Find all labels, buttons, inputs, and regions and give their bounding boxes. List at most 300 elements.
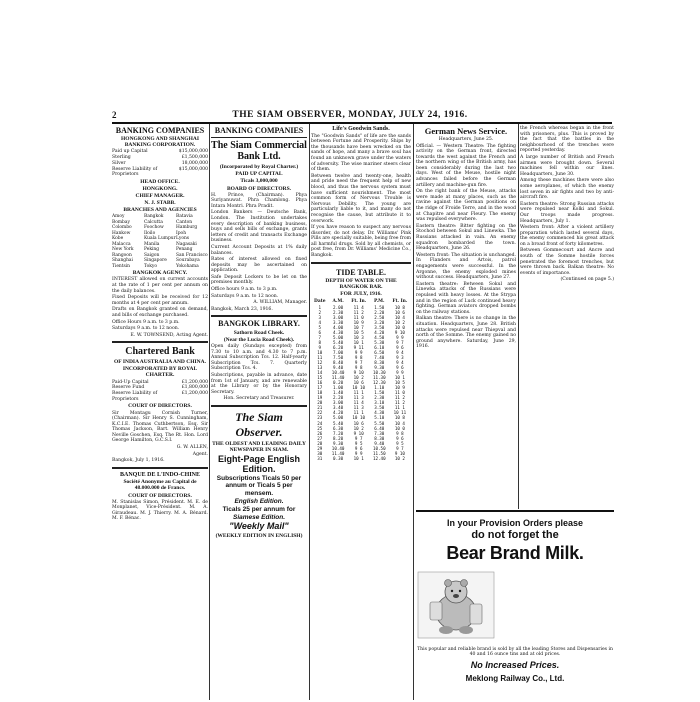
capital-row xyxy=(112,391,208,402)
branches-label: BRANCHES AND AGENCIES xyxy=(123,207,197,214)
tide-table xyxy=(311,298,411,461)
tide-cell: 18 xyxy=(317,390,323,396)
tide-cell: 9 10 xyxy=(353,430,364,436)
news-paragraph: Eastern theatre: Between Sokul and Linewka attacks of the Russians were repulsed with heavy losses. At the Strypa and in the region of Luck continued heavy fighting. German aviators dropped bombs on the railway stations. xyxy=(416,281,516,315)
tide-cell: 10 1 xyxy=(394,375,405,381)
office-hours: Office Hours 9 a.m. to 3 p.m. xyxy=(112,319,180,325)
tide-cell: 10 5 xyxy=(394,380,405,386)
tide-cell: 10 11 xyxy=(393,410,407,416)
tide-cell: 10 6 xyxy=(394,309,405,315)
tide-cell: 26 xyxy=(317,430,323,436)
row-label: Silver xyxy=(112,160,126,166)
tide-cell: 10 xyxy=(317,350,323,356)
german-news-heading: German News Service. xyxy=(424,126,508,136)
chartered-bank-heading: Chartered Bank xyxy=(125,346,195,358)
continued-note: (Continued on page 5.) xyxy=(560,277,614,283)
tide-cell: 11 0 xyxy=(353,314,364,320)
tide-cell: 8.30 xyxy=(374,360,385,366)
tide-cell: 10 2 xyxy=(394,455,405,461)
tide-cell: 6.10 xyxy=(374,345,385,351)
column-articles xyxy=(311,125,411,700)
fixed-deposit-text: Fixed Deposits will be received for 12 months at 4 per cent per annum. xyxy=(112,295,208,306)
indochine-court-label: COURT OF DIRECTORS. xyxy=(128,492,192,499)
tide-cell: 10 0 xyxy=(394,425,405,431)
tide-cell: 5.40 xyxy=(333,420,344,426)
divider xyxy=(311,262,411,264)
board-label: BOARD OF DIRECTORS. xyxy=(226,185,292,192)
tide-cell: 9 xyxy=(318,345,322,351)
tide-cell: 10.30 xyxy=(372,370,386,376)
ad-no-increased-prices: No Increased Prices. xyxy=(470,660,560,670)
branch-item: Malacca xyxy=(112,241,131,247)
safe-deposit-text: Safe Deposit Lockers to be let on the premises monthly. xyxy=(211,274,307,286)
tide-cell: 3.00 xyxy=(333,314,344,320)
branches-list xyxy=(112,214,208,269)
tide-cell: 10 4 xyxy=(394,420,405,426)
library-signature: Hon. Secretary and Treasurer. xyxy=(223,396,295,402)
ticals-25-text: Ticals 25 per annum for xyxy=(222,505,296,513)
chartered-capital-table xyxy=(112,380,208,403)
column-rule xyxy=(413,124,414,700)
tide-cell: 11 3 xyxy=(353,395,364,401)
branch-item: Kobe xyxy=(112,236,124,242)
row-value: £1,200,000 xyxy=(181,379,208,385)
tide-cell: 9 9 xyxy=(396,370,404,376)
manager-signature: A. WILLIAM, Manager. xyxy=(253,300,307,306)
tide-cell: 10 9 xyxy=(353,319,364,325)
tide-cell: 11 xyxy=(317,355,323,361)
tide-cell: 10 6 xyxy=(353,420,364,426)
tide-cell: 8.30 xyxy=(374,435,385,441)
tide-cell: 9 6 xyxy=(354,445,363,451)
column-banking-2 xyxy=(211,125,307,700)
column-german-news xyxy=(416,125,516,505)
agent-title: Agent. xyxy=(192,451,208,457)
tide-cell: 8.20 xyxy=(333,435,344,441)
tide-cell: 5.00 xyxy=(333,415,344,421)
weekly-mail-label: "Weekly Mail" xyxy=(229,521,289,532)
tide-cell: 11.50 xyxy=(372,450,386,456)
tide-cell: 10 8 xyxy=(394,415,405,421)
tide-cell: 10 6 xyxy=(353,380,364,386)
divider xyxy=(112,467,208,469)
bear-brand-advertisement xyxy=(416,510,614,702)
column-news-continued xyxy=(520,125,614,505)
court-of-directors-label: COURT OF DIRECTORS. xyxy=(128,403,192,410)
tide-table-sub: DEPTH OF WATER ON THE BANGKOK BAR. xyxy=(325,277,397,290)
branch-item: Amoy xyxy=(112,214,125,220)
eight-page-edition: Eight-Page English Edition. xyxy=(217,453,300,475)
head-office-city: HONGKONG. xyxy=(142,186,178,193)
row-label: Reserve Liability of Proprietors xyxy=(112,166,158,178)
tide-cell: 1.00 xyxy=(333,385,344,391)
branch-item: Tientsin xyxy=(112,263,131,269)
tide-cell: 9 9 xyxy=(354,350,363,356)
chief-manager-name: N. J. STABB. xyxy=(144,200,176,207)
tide-cell: 10.50 xyxy=(372,445,386,451)
tide-cell: 1.50 xyxy=(374,390,385,396)
row-value: 18,000,000 xyxy=(181,160,208,166)
tide-cell: 11.30 xyxy=(372,375,386,381)
tide-cell: 5.00 xyxy=(333,334,344,340)
tide-cell: 12 xyxy=(317,360,323,366)
tide-cell: 9 8 xyxy=(354,365,363,371)
tide-table-title: TIDE TABLE. xyxy=(336,267,386,277)
branch-item: Saigon xyxy=(144,252,160,258)
row-value: £1,800,000 xyxy=(181,385,208,391)
tide-cell: 11 3 xyxy=(353,405,364,411)
tide-cell: 9 5 xyxy=(396,440,404,446)
tide-row xyxy=(311,456,411,461)
tide-cell: 9 7 xyxy=(396,340,404,346)
branch-item: Singapore xyxy=(144,258,167,264)
tide-cell: 11 2 xyxy=(394,400,405,406)
branch-item: Lyons xyxy=(176,236,190,242)
tide-cell: 9 7 xyxy=(354,435,363,441)
capital-row xyxy=(112,167,208,178)
tide-cell: 4.30 xyxy=(374,410,385,416)
news-paragraph: Eastern theatre: Strong Russian attacks were repulsed near Kolki and Sokul. Our troops made progress. Headquarters, July 1. xyxy=(520,201,614,224)
tide-cell: 3 xyxy=(318,314,322,320)
tide-cell: 5.40 xyxy=(333,340,344,346)
tide-cell: 4.20 xyxy=(374,329,385,335)
tide-cell: 30 xyxy=(317,450,323,456)
news-paragraph: On the right bank of the Meuse, attacks were made at many places, such as the ravine against the German positions on the ridge of Froide Terre, and in the wood at Chapitre and near Fleury. The enemy was repulsed everywhere. xyxy=(416,189,516,223)
divider xyxy=(211,405,307,407)
tide-cell: 14 xyxy=(317,370,323,376)
capital-label: PAID UP CAPITAL xyxy=(235,171,283,178)
tide-cell: 2.00 xyxy=(333,304,344,310)
branch-item: Canton xyxy=(176,219,193,225)
tide-cell: 9 11 xyxy=(353,345,364,351)
tide-cell: 2 xyxy=(318,309,322,315)
tide-cell: 4.00 xyxy=(333,324,344,330)
tide-cell: 11 1 xyxy=(353,410,364,416)
tide-cell: 10 10 xyxy=(352,415,365,421)
tide-cell: 27 xyxy=(317,435,323,441)
tide-cell: 1 xyxy=(318,304,322,310)
tide-column-header: Date xyxy=(314,298,326,304)
office-hours: Office hours 9 a.m. to 3 p.m. xyxy=(211,287,278,293)
tide-cell: 5.30 xyxy=(374,340,385,346)
chartered-bank-sub: OF INDIA AUSTRALIA AND CHINA. xyxy=(114,359,206,366)
tide-cell: 2.20 xyxy=(374,309,385,315)
branch-item: Ipoh xyxy=(176,230,187,236)
library-heading: BANGKOK LIBRARY. xyxy=(218,319,300,329)
tide-cell: 22 xyxy=(317,410,323,416)
article-paragraph: Between twelve and twenty-one, health and pride need the frequent help of new blood, and thus the nervous system must have sufficient nourishment. The most common form of Nervous Trouble is Nervous Debility. The young are particularly liable to it, and many do not recognise the cause, but attribute it to overwork. xyxy=(311,173,411,224)
siamese-edition-label: Siamese Edition. xyxy=(232,513,286,521)
tide-column-header: P.M. xyxy=(374,298,385,304)
branch-item: Foochow xyxy=(144,225,164,231)
chief-manager-label: CHIEF MANAGER. xyxy=(135,193,185,200)
tide-cell: 11.40 xyxy=(331,375,345,381)
tide-cell: 7 xyxy=(318,334,322,340)
article-paragraph: The "Goodwin Sands" of life are the sands between Fortune and Prosperity. Ships by the thousands have been wrecked on the sands of hope, and many a brave soul has found an unknown grave under the waters of adversity. The wise mariner steers clear of them. xyxy=(311,133,411,173)
news-paragraph: Eastern theatre: Bitter fighting on the Stochod between Sokul and Linewka. The Russians attacked in vain. An enemy squadron bombarded the town. Headquarters, June 26. xyxy=(416,223,516,252)
tide-cell: 11.40 xyxy=(331,450,345,456)
branch-item: Kuala Lumpur xyxy=(144,236,176,242)
column-rule xyxy=(309,124,310,700)
masthead-rule xyxy=(112,122,612,124)
ad-line-1: In your Provision Orders please xyxy=(446,518,584,528)
indochine-heading: BANQUE DE L'INDO-CHINE xyxy=(119,471,200,478)
branch-item: San Francisco xyxy=(176,252,208,258)
incorporated-text: (Incorporated by Royal Charter.) xyxy=(219,164,299,171)
tide-cell: 10 10 xyxy=(352,385,365,391)
branch-item: Penang xyxy=(176,247,193,253)
row-value: $15,000,000 xyxy=(178,166,208,172)
branch-item: Calcutta xyxy=(144,219,163,225)
branch-item: Hamburg xyxy=(176,225,198,231)
indochine-sub: Société Anonyme au Capital de 48.000.000 de Francs. xyxy=(123,479,197,492)
tide-cell: 9 3 xyxy=(396,355,404,361)
tide-cell: 3.10 xyxy=(374,400,385,406)
tide-cell: 23 xyxy=(317,415,323,421)
branch-item: Manila xyxy=(144,241,160,247)
branch-item: Tokyo xyxy=(144,263,158,269)
tide-cell: 4 xyxy=(318,319,322,325)
masthead-title: THE SIAM OBSERVER, MONDAY, JULY 24, 1916. xyxy=(232,110,468,120)
agent-date: Bangkok, July 1, 1916. xyxy=(112,458,165,464)
tide-cell: 1.50 xyxy=(374,304,385,310)
tide-cell: 9.40 xyxy=(333,365,344,371)
drafts-text: Drafts on Bangkok granted on demand, and bills of exchange purchased. xyxy=(112,307,208,318)
row-label: Reserve Fund xyxy=(112,385,145,391)
bank-name: HONGKONG AND SHANGHAI BANKING CORPORATION. xyxy=(121,136,199,149)
english-edition-label: English Edition. xyxy=(234,498,284,506)
tide-table-month: FOR JULY, 1916. xyxy=(340,290,382,297)
signature: E. W. TOWNSEND, Acting Agent. xyxy=(130,332,208,338)
news-paragraph: Western front: The situation is unchanged. In Flanders and Artois, patrol engagements were successful. In the Argonne, the enemy exploded mines without success. Headquarters, June 27. xyxy=(416,252,516,281)
tide-cell: 10 1 xyxy=(353,455,364,461)
row-value: $15,000,000 xyxy=(178,149,208,155)
news-paragraph: Between Gommecourt and Ancre and south of the Somme hostile forces penetrated the foremost trenches, but were thrown back. Balkan theatre: No events of importance. xyxy=(520,248,614,276)
fixed-deposit-text: Rates of interest allowed on fixed deposits may be ascertained on application. xyxy=(211,257,307,274)
tide-cell: 11 2 xyxy=(394,395,405,401)
section-heading: BANKING COMPANIES xyxy=(115,126,205,135)
tide-cell: 9 10 xyxy=(353,370,364,376)
tide-cell: 9 8 xyxy=(354,355,363,361)
tide-cell: 3.40 xyxy=(333,405,344,411)
branch-item: Nagasaki xyxy=(176,241,197,247)
agent-name: G. W. ALLEN, xyxy=(176,445,208,451)
tide-cell: 10 5 xyxy=(353,329,364,335)
branch-item: Iloilo xyxy=(144,230,156,236)
tide-cell: 29 xyxy=(317,445,323,451)
tide-cell: 19 xyxy=(317,395,323,401)
column-rule xyxy=(518,124,519,509)
indochine-text: M. Stanislas Simon, Président. M. E. de Monplanet, Vice-Président. M. A. Giraudeau. M. J. Thierry. M. A. Bénard. M. F. Bénac. xyxy=(112,499,208,522)
london-bankers-text: London Bankers — Deutsche Bank, London. The Institution undertakes every description of banking business, buys and sells bills of exchange, grants letters of credit and transacts Exchange business. xyxy=(211,210,307,244)
board-text: H. Prince, (Chairman). Phya Suriyanuwat. Phra Chamlong. Phya Intara Montri. Phra Pradit. xyxy=(211,192,307,209)
tide-cell: 3.00 xyxy=(333,400,344,406)
siam-observer-heading: The Siam Observer. xyxy=(235,409,283,439)
tide-cell: 11 4 xyxy=(353,400,364,406)
tide-cell: 9 7 xyxy=(396,445,404,451)
branch-item: Sourabaya xyxy=(176,258,200,264)
tide-cell: 9 8 xyxy=(396,430,404,436)
branch-item: New York xyxy=(112,247,134,253)
row-label: Paid up Capital xyxy=(112,149,148,155)
section-heading: BANKING COMPANIES xyxy=(214,126,304,135)
tide-cell: 5.50 xyxy=(374,420,385,426)
tide-cell: 21 xyxy=(317,405,323,411)
row-label: Paid-Up Capital xyxy=(112,379,149,385)
tide-cell: 9 4 xyxy=(396,350,404,356)
tide-cell: 28 xyxy=(317,440,323,446)
row-value: £1,200,000 xyxy=(181,390,208,396)
tide-cell: 12.40 xyxy=(372,455,386,461)
tide-cell: 3.50 xyxy=(374,324,385,330)
tide-cell: 10 1 xyxy=(353,340,364,346)
bangkok-date: Bangkok, March 23, 1916. xyxy=(211,306,273,312)
court-of-directors-text: Sir Montagu Cornish Turner, (Chairman). Sir Henry S. Cunningham, K.C.I.E. Thomas Cuthbertson, Esq. Sir Thomas Jackson, Bart. William Henry Neville Goschen, Esq. The Rt. Hon. Lord George Hamilton, G.C.S.I. xyxy=(112,410,208,444)
tide-cell: 11 4 xyxy=(353,304,364,310)
tide-table-header xyxy=(311,298,411,305)
branch-item: Bangkok xyxy=(144,214,164,220)
column-banking-1 xyxy=(112,125,208,700)
tide-cell: 24 xyxy=(317,420,323,426)
tide-cell: 3.30 xyxy=(333,319,344,325)
ad-headline: Bear Brand Milk. xyxy=(446,543,584,563)
tide-column-header: Ft. In. xyxy=(392,298,408,304)
tide-cell: 25 xyxy=(317,425,323,431)
bank-name: The Siam Commercial Bank Ltd. xyxy=(211,140,307,163)
tide-cell: 7.40 xyxy=(374,355,385,361)
library-text-2: Subscriptions, payable in advance, date from 1st of January, and are renewable at the Library or by the Honorary Secretary. xyxy=(211,372,307,395)
tide-cell: 6.40 xyxy=(374,425,385,431)
tide-cell: 16 xyxy=(317,380,323,386)
branch-item: Hankow xyxy=(112,230,131,236)
head-office-label: HEAD OFFICE. xyxy=(140,179,180,186)
news-paragraph: Among these machines there were also some aeroplanes, of which the enemy lost seven in air fights and two by anti-aircraft fire. xyxy=(520,178,614,201)
weekly-edition-sub: (WEEKLY EDITION IN ENGLISH) xyxy=(215,532,303,539)
branch-item: Peking xyxy=(144,247,160,253)
tide-cell: 9 6 xyxy=(396,365,404,371)
tide-cell: 9 9 xyxy=(396,334,404,340)
tide-cell: 10 9 xyxy=(394,385,405,391)
saturday-hours: Saturdays 9 a.m. to 12 noon. xyxy=(211,293,279,299)
tide-cell: 11 1 xyxy=(353,390,364,396)
tide-cell: 10 2 xyxy=(394,319,405,325)
tide-cell: 6.50 xyxy=(374,350,385,356)
tide-cell: 5 xyxy=(318,324,322,330)
tide-cell: 0.20 xyxy=(333,380,344,386)
tide-cell: 0.30 xyxy=(333,455,344,461)
tide-cell: 10 3 xyxy=(353,334,364,340)
tide-cell: 7.30 xyxy=(374,430,385,436)
library-text: Open daily (Sundays excepted) from 7.30 to 10 a.m. and 4.30 to 7 p.m. Annual Subscription Tcs. 12. Half-yearly Subscription Tcs. 7. Quarterly Subscription Tcs. 4. xyxy=(211,343,307,372)
bangkok-agency-label: BANGKOK AGENCY. xyxy=(132,270,188,277)
branch-item: Shanghai xyxy=(112,258,133,264)
tide-cell: 9.30 xyxy=(374,365,385,371)
tide-cell: 7.00 xyxy=(333,350,344,356)
branch-item: Batavia xyxy=(176,214,193,220)
tide-cell: 9 7 xyxy=(354,360,363,366)
tide-cell: 9 9 xyxy=(354,450,363,456)
tide-cell: 17 xyxy=(317,385,323,391)
branch-item: Colombo xyxy=(112,225,132,231)
tide-cell: 9 6 xyxy=(396,345,404,351)
tide-cell: 4.30 xyxy=(333,329,344,335)
ad-line-2: do not forget the xyxy=(471,529,559,541)
news-paragraph: the French whereas began in the front with prisoners, plus. This is proved by the fact that the battles in the neighbourhood of the trenches were reported yesterday. xyxy=(520,126,614,154)
branch-item: Rangoon xyxy=(112,252,132,258)
tide-column-header: A.M. xyxy=(332,298,344,304)
siam-observer-tagline: THE OLDEST AND LEADING DAILY NEWSPAPER IN SIAM. xyxy=(212,440,306,453)
tide-cell: 10.40 xyxy=(331,445,345,451)
interest-text: INTEREST allowed on current accounts at the rate of 1 per cent per annum on the daily balances. xyxy=(112,277,208,294)
page-number: 2 xyxy=(112,110,117,120)
current-account-text: Current Account Deposits at 1% daily balances. xyxy=(211,244,307,256)
tide-cell: 7.50 xyxy=(333,355,344,361)
article-heading: Life's Goodwin Sands. xyxy=(332,126,390,132)
tide-cell: 12.30 xyxy=(372,380,386,386)
tide-cell: 10 8 xyxy=(394,304,405,310)
tide-table-body xyxy=(311,305,411,461)
tide-cell: 1.10 xyxy=(374,385,385,391)
tide-cell: 4.50 xyxy=(374,334,385,340)
tide-cell: 4.20 xyxy=(333,410,344,416)
tide-cell: 15 xyxy=(317,375,323,381)
tide-cell: 11 0 xyxy=(394,390,405,396)
divider xyxy=(211,137,307,138)
news-paragraph: A large number of British and French airmen were brought down. Several machines fell within our lines. Headquarters, June 30. xyxy=(520,154,614,177)
tide-cell: 9.40 xyxy=(374,440,385,446)
tide-cell: 9 4 xyxy=(396,360,404,366)
tide-cell: 9 6 xyxy=(396,435,404,441)
capital-value: Ticals 3,000,000 xyxy=(240,178,278,185)
news-paragraph: Western front: After a violent artillery preparation which lasted several days, the enemy commenced his great attack on a broad front of forty kilometres. xyxy=(520,225,614,247)
tide-cell: 2.30 xyxy=(374,395,385,401)
tide-cell: 9 10 xyxy=(394,329,405,335)
tide-cell: 13 xyxy=(317,365,323,371)
tide-cell: 20 xyxy=(317,400,323,406)
divider xyxy=(211,315,307,317)
tide-cell: 2.20 xyxy=(333,395,344,401)
tide-column-header: Ft. In. xyxy=(351,298,367,304)
library-sub2: (Near the Lucia Road Cheek). xyxy=(223,336,295,343)
tide-cell: 3.20 xyxy=(374,319,385,325)
bear-illustration-icon xyxy=(416,570,496,640)
tide-cell: 10 2 xyxy=(353,375,364,381)
tide-cell: 11 1 xyxy=(394,405,405,411)
tide-cell: 10 4 xyxy=(394,314,405,320)
saturday-hours: Saturdays 9 a.m. to 12 noon. xyxy=(112,326,180,332)
tide-cell: 6.20 xyxy=(333,345,344,351)
tide-cell: 6.30 xyxy=(333,425,344,431)
tide-cell: 7.20 xyxy=(333,430,344,436)
tide-cell: 2.50 xyxy=(374,314,385,320)
tide-cell: 6 xyxy=(318,329,322,335)
tide-cell: 31 xyxy=(317,455,323,461)
tide-cell: 8 xyxy=(318,340,322,346)
tide-cell: 10.40 xyxy=(331,370,345,376)
tide-cell: 10 2 xyxy=(353,425,364,431)
tide-cell: 10 0 xyxy=(394,324,405,330)
library-sub: Sathorn Road Cheek. xyxy=(233,329,285,336)
tide-cell: 3.50 xyxy=(374,405,385,411)
column-rule xyxy=(209,124,210,700)
ad-description: This popular and reliable brand is sold by all the leading Stores and Dispensaries in 40 and 16 ounce tins and at old prices. xyxy=(417,647,613,657)
tide-cell: 1.40 xyxy=(333,390,344,396)
subscription-text: Subscriptions Ticals 50 per annum or Ticals 5 per mensem. xyxy=(216,474,302,498)
news-paragraph: Balkan theatre: There is no change in the situation. Headquarters, June 28. British attacks were repulsed near Thiepval and north of the Somme. The enemy gained no ground anywhere. Saturday, June 29, 1916. xyxy=(416,316,516,350)
article-paragraph: If you have reason to suspect any nervous disorder, do not delay. Dr. Williams' Pink Pills are specially suitable, being free from all harmful drugs. Sold by all chemists, or post free, from Dr. Williams' Medicine Co., Bangkok. xyxy=(311,225,411,259)
news-paragraph: Official. — Western Theatre: The fighting activity on the German front, directed towards the west against the French and the northern wing of the British army, has been considerably during the last two days. West of the Meuse, hostile night advances failed before the German artillery and machine-gun fire. xyxy=(416,143,516,188)
chartered-incorporated: INCORPORATED BY ROYAL CHARTER. xyxy=(122,366,198,379)
